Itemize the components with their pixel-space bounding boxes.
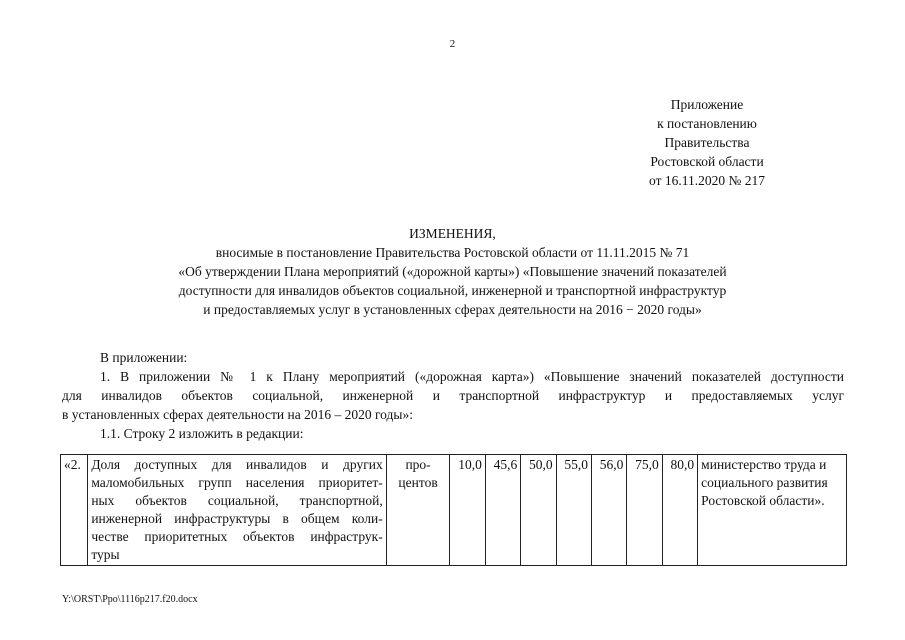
appendix-line: к постановлению — [657, 116, 757, 131]
item1-line: в установленных сферах деятельности на 2016 – 2020 годы»: — [62, 407, 413, 422]
title-heading: ИЗМЕНЕНИЯ, — [409, 226, 496, 241]
unit-cell — [386, 455, 450, 566]
executor-line: министерство труда и — [701, 457, 827, 472]
indicator-line: маломобильных групп населения приоритет- — [91, 475, 383, 490]
unit-line: про- — [405, 457, 431, 472]
indicator-line: туры — [91, 547, 120, 562]
appendix-line: Правительства — [664, 135, 750, 150]
title-line: вносимые в постановление Правительства Ростовской области от 11.11.2015 № 71 — [215, 245, 690, 260]
appendix-line: от 16.11.2020 № 217 — [649, 173, 765, 188]
value-cell: 45,6 — [485, 455, 520, 566]
unit-line: центов — [398, 475, 438, 490]
document-title — [0, 224, 905, 319]
value-cell: 80,0 — [662, 455, 697, 566]
indicator-table — [60, 454, 847, 566]
item1-1-paragraph: 1.1. Строку 2 изложить в редакции: — [100, 426, 304, 441]
indicator-line: ных объектов социальной, транспортной, — [91, 493, 383, 508]
appendix-line: Ростовской области — [650, 154, 764, 169]
executor-line: социального развития — [701, 475, 828, 490]
appendix-block — [607, 95, 807, 190]
value-cell: 10,0 — [450, 455, 485, 566]
executor-line: Ростовской области». — [701, 493, 825, 508]
value-cell: 55,0 — [556, 455, 591, 566]
page-number: 2 — [449, 38, 456, 50]
title-line: доступности для инвалидов объектов социальной, инженерной и транспортной инфраструктур — [178, 283, 727, 298]
indicator-line: инженерной инфраструктуры в общем коли- — [91, 511, 383, 526]
value-cell: 75,0 — [627, 455, 662, 566]
indicator-line: честве приоритетных объектов инфраструк- — [91, 529, 383, 544]
indicator-line: Доля доступных для инвалидов и других — [91, 457, 383, 472]
document-body — [62, 348, 844, 443]
indicator-name-cell — [88, 455, 386, 566]
value-cell: 50,0 — [521, 455, 556, 566]
intro-paragraph: В приложении: — [100, 350, 188, 365]
file-path-footer: Y:\ORST\Ppo\1116p217.f20.docx — [62, 594, 198, 605]
row-number-cell: «2. — [61, 455, 88, 566]
table-row — [61, 455, 847, 566]
executor-cell — [698, 455, 847, 566]
value-cell: 56,0 — [592, 455, 627, 566]
appendix-line: Приложение — [670, 97, 744, 112]
item1-line: 1. В приложении № 1 к Плану мероприятий («дорожная карта») «Повышение значений показателей доступности — [100, 369, 844, 384]
title-line: и предоставляемых услуг в установленных сферах деятельности на 2016 − 2020 годы» — [203, 302, 702, 317]
item1-line: для инвалидов объектов социальной, инженерной и транспортной инфраструктур и предоставляемых услуг — [62, 388, 844, 403]
title-line: «Об утверждении Плана мероприятий («дорожной карты») «Повышение значений показателей — [178, 264, 727, 279]
